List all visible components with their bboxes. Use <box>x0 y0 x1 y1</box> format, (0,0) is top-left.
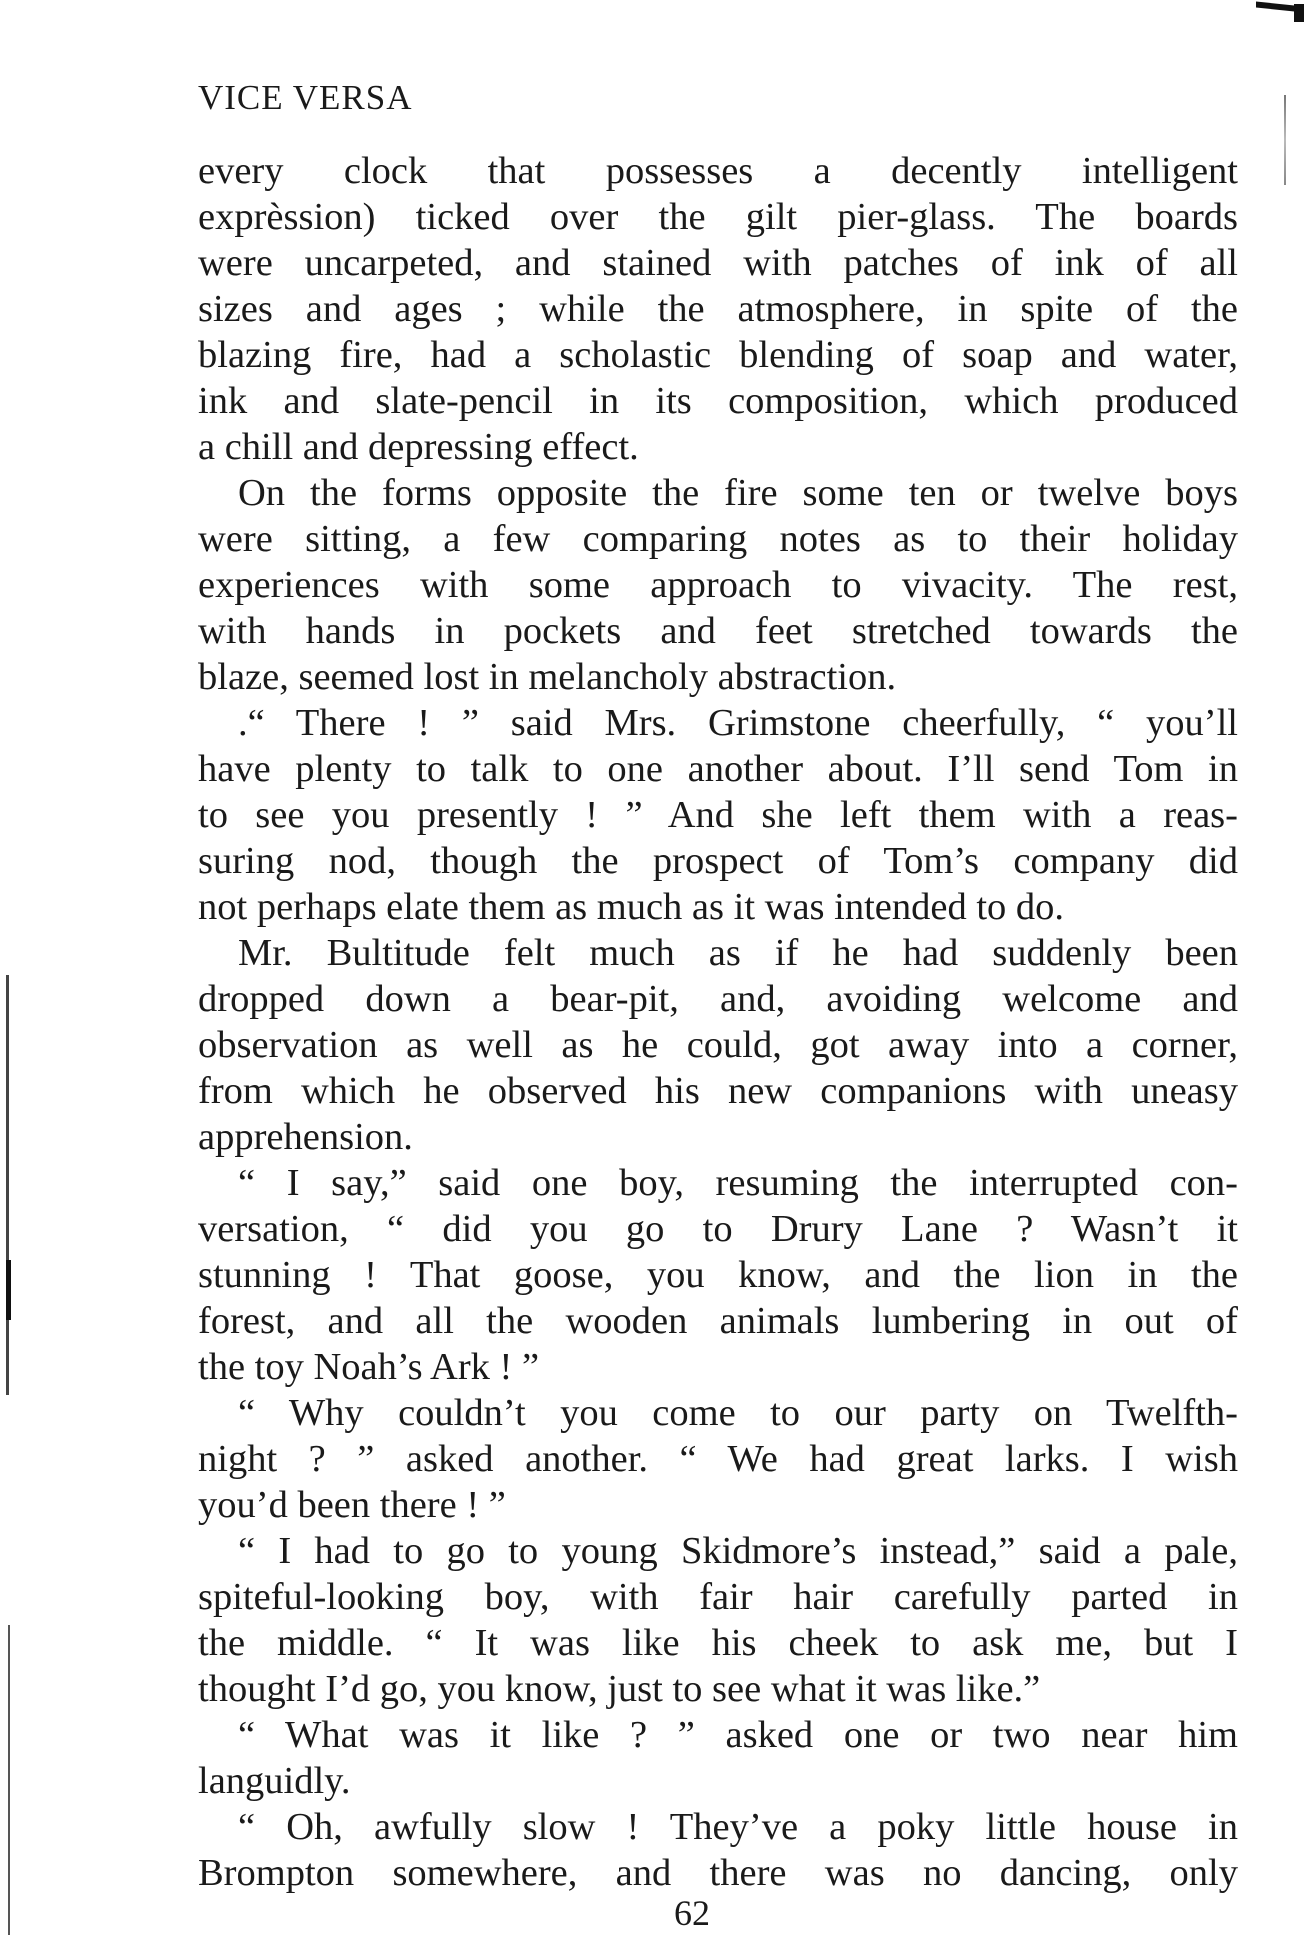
text-line: not perhaps elate them as much as it was intended to do. <box>198 886 1065 928</box>
text-line: the middle. “ It was like his cheek to ask me, but I <box>198 1622 1238 1664</box>
scan-artifact-left-edge <box>8 1625 10 1935</box>
text-line: blazing fire, had a scholastic blending of soap and water, <box>198 334 1238 376</box>
text-line: Brompton somewhere, and there was no dancing, only <box>198 1852 1238 1894</box>
paragraph <box>198 148 1238 470</box>
text-line: dropped down a bear-pit, and, avoiding welcome and <box>198 978 1238 1020</box>
running-head: VICE VERSA <box>198 78 413 117</box>
text-line: thought I’d go, you know, just to see what it was like.” <box>198 1668 1041 1710</box>
text-line: exprèssion) ticked over the gilt pier-glass. The boards <box>198 196 1238 238</box>
scan-artifact-top-tip <box>1294 4 1304 22</box>
text-line: suring nod, though the prospect of Tom’s company did <box>198 840 1238 882</box>
text-line: On the forms opposite the fire some ten or twelve boys <box>238 472 1238 514</box>
text-line: a chill and depressing effect. <box>198 426 639 468</box>
text-line: stunning ! That goose, you know, and the lion in the <box>198 1254 1238 1296</box>
text-line: to see you presently ! ” And she left them with a reas- <box>198 794 1238 836</box>
text-line: night ? ” asked another. “ We had great larks. I wish <box>198 1438 1238 1480</box>
text-line: have plenty to talk to one another about. I’ll send Tom in <box>198 748 1238 790</box>
text-line: Mr. Bultitude felt much as if he had suddenly been <box>238 932 1238 974</box>
text-line: observation as well as he could, got away into a corner, <box>198 1024 1238 1066</box>
paragraph <box>198 1712 1238 1804</box>
text-line: forest, and all the wooden animals lumbering in out of <box>198 1300 1238 1342</box>
paragraph <box>198 470 1238 700</box>
text-line: spiteful-looking boy, with fair hair carefully parted in <box>198 1576 1238 1618</box>
text-line: with hands in pockets and feet stretched towards the <box>198 610 1238 652</box>
text-line: ink and slate-pencil in its composition, which produced <box>198 380 1238 422</box>
text-line: languidly. <box>198 1760 351 1802</box>
paragraph <box>198 700 1238 930</box>
text-line: the toy Noah’s Ark ! ” <box>198 1346 540 1388</box>
page-number-text: 62 <box>674 1893 710 1933</box>
text-line: apprehension. <box>198 1116 413 1158</box>
text-line: you’d been there ! ” <box>198 1484 506 1526</box>
text-line: “ Why couldn’t you come to our party on Twelfth- <box>238 1392 1238 1434</box>
text-line: “ Oh, awfully slow ! They’ve a poky little house in <box>238 1806 1238 1848</box>
paragraph <box>198 930 1238 1160</box>
paragraph <box>198 1390 1238 1528</box>
text-line: from which he observed his new companions with uneasy <box>198 1070 1238 1112</box>
paragraph <box>198 1160 1238 1390</box>
body-text <box>198 148 1238 1896</box>
text-line: were sitting, a few comparing notes as to their holiday <box>198 518 1238 560</box>
text-line: “ I had to go to young Skidmore’s instead,” said a pale, <box>238 1530 1238 1572</box>
text-line: blaze, seemed lost in melancholy abstraction. <box>198 656 897 698</box>
text-line: were uncarpeted, and stained with patches of ink of all <box>198 242 1238 284</box>
text-line: sizes and ages ; while the atmosphere, in spite of the <box>198 288 1238 330</box>
text-line: versation, “ did you go to Drury Lane ? Wasn’t it <box>198 1208 1238 1250</box>
scan-artifact-right-edge <box>1284 95 1286 185</box>
scan-artifact-left-edge <box>6 975 9 1395</box>
text-line: experiences with some approach to vivacity. The rest, <box>198 564 1238 606</box>
text-line: .“ There ! ” said Mrs. Grimstone cheerfully, “ you’ll <box>238 702 1238 744</box>
scan-artifact-left-edge <box>6 1260 11 1320</box>
page-number <box>0 1893 1304 1933</box>
text-line: “ I say,” said one boy, resuming the interrupted con- <box>238 1162 1238 1204</box>
paragraph <box>198 1804 1238 1896</box>
text-line: “ What was it like ? ” asked one or two near him <box>238 1714 1238 1756</box>
text-line: every clock that possesses a decently intelligent <box>198 150 1238 192</box>
paragraph <box>198 1528 1238 1712</box>
